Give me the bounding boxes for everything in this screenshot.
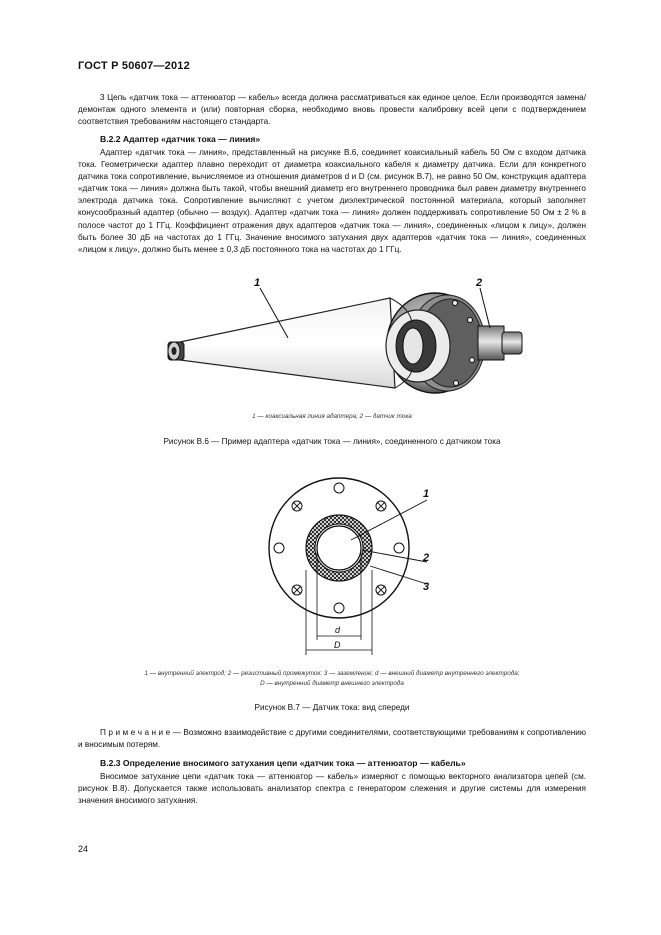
dimension-D-label: D xyxy=(334,640,341,650)
figure-b6-label-2: 2 xyxy=(476,277,483,289)
figure-b6-caption: Рисунок В.6 — Пример адаптера «датчик тока — линия», соединенного с датчиком тока xyxy=(163,437,501,446)
figure-b7-label-1: 1 xyxy=(423,488,430,500)
figure-b7-legend-line1: 1 — внутренний электрод; 2 — резистивный промежуток; 3 — заземление; d — внешний диаметр внутреннего электрода; xyxy=(144,670,520,677)
sensor-shaft xyxy=(478,326,504,360)
section-b22-paragraph: Адаптер «датчик тока — линия», представленный на рисунке В.6, соединяет коаксиальный кабель 50 Ом с входом датчика тока. Геометрически адаптер плавно переходит от диаметра коаксиального кабеля к диаметру датчика. Если для конкретного датчика тока сопротивление, вычисляемое из отношения диаметров d и D (см. рисунок В.7), не равно 50 Ом, конструкция адаптера «датчик тока — линия» должна быть такой, чтобы внешний диаметр его внутреннего проводника был равен диаметру внутреннего электрода датчика тока. Сопротивление вычисляют с учетом диэлектрической постоянной материала, который заполняет конусообразный адаптер (обычно — воздух). Адаптер «датчик тока — линия» должен поддерживать сопротивление 50 Ом ± 2 % в полосе частот до 1 ГГц. Коэффициент отражения двух адаптеров «датчик тока — линия», соединенных «лицом к лицу», должен быть более 30 дБ на частотах до 1 ГГц. Значение вносимого затухания двух адаптеров «датчик тока — линия», соединенных «лицом к лицу», должно быть менее ± 0,3 дБ постоянного тока на частотах до 1 ГГц. xyxy=(78,148,586,254)
figure-b7-label-3: 3 xyxy=(423,581,430,593)
figure-b7-legend-line2: D — внутренний диаметр внешнего электрода xyxy=(260,680,404,687)
figure-b7-drawing xyxy=(255,470,445,660)
figure-b6-label-1: 1 xyxy=(254,277,261,289)
inner-electrode xyxy=(317,526,361,570)
section-heading-b23: В.2.3 Определение вносимого затухания цепи «датчик тока — аттенюатор — кабель» xyxy=(100,758,466,768)
document-header: ГОСТ Р 50607—2012 xyxy=(78,60,190,72)
section-b23-paragraph: Вносимое затухание цепи «датчик тока — аттенюатор — кабель» измеряют с помощью векторного анализатора цепей (см. рисунок В.8). Допускается также использовать анализатор спектра с генератором слежения и другие системы для измерения значения вносимого затухания. xyxy=(78,772,586,806)
section-heading-b22: В.2.2 Адаптер «датчик тока — линия» xyxy=(100,134,261,144)
figure-b7-caption: Рисунок В.7 — Датчик тока: вид спереди xyxy=(254,703,410,712)
dimension-d-label: d xyxy=(335,625,341,635)
adapter-cone xyxy=(180,298,395,388)
note-paragraph: П р и м е ч а н и е — Возможно взаимодействие с другими соединителями, соответствующими требованиям к сопротивлению и вносимым потерям. xyxy=(78,728,586,750)
figure-b6-drawing xyxy=(150,268,540,398)
figure-b7-label-2: 2 xyxy=(423,552,430,564)
intro-paragraph: 3 Цепь «датчик тока — аттенюатор — кабель» всегда должна рассматриваться как единое целое. Если производятся замена/демонтаж одного элемента и (или) повторная сборка, необходимо вновь провести калибровку всей цепи с подтверждением соответствия требованиям настоящего стандарта. xyxy=(78,93,586,127)
figure-b6-legend: 1 — коаксиальная линия адаптера; 2 — датчик тока xyxy=(252,413,412,420)
page-number: 24 xyxy=(78,844,89,854)
